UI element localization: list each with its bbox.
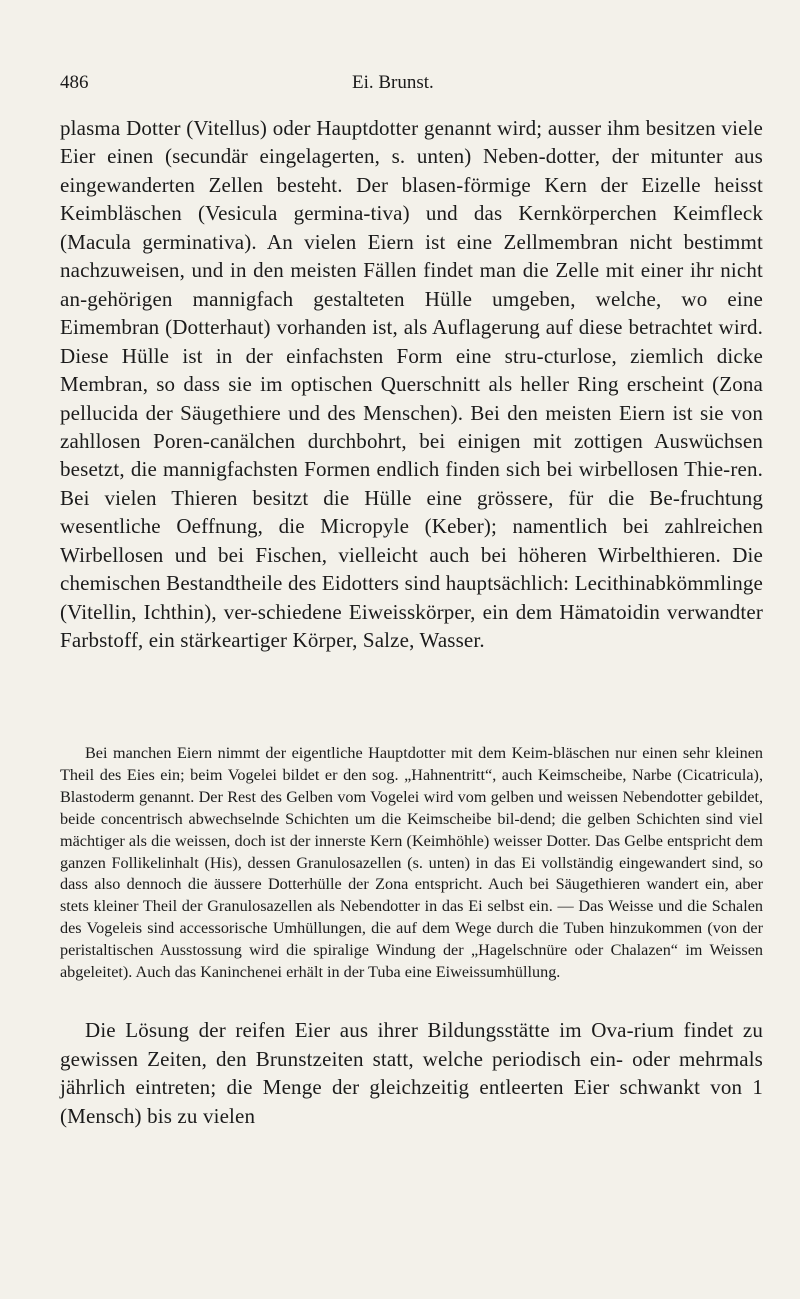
main-paragraph-block bbox=[60, 114, 763, 655]
final-paragraph-block bbox=[60, 1016, 763, 1130]
final-paragraph: Die Lösung der reifen Eier aus ihrer Bildungsstätte im Ova-rium findet zu gewissen Zeiten, den Brunstzeiten statt, welche periodisch ein- oder mehrmals jährlich eintreten; die Menge der gleichzeitig entleerten Eier schwankt von 1 (Mensch) bis zu vielen bbox=[60, 1018, 763, 1128]
main-paragraph: plasma Dotter (Vitellus) oder Hauptdotter genannt wird; ausser ihm besitzen viele Eier einen (secundär eingelagerten, s. unten) Neben-dotter, der mitunter aus eingewanderten Zellen besteht. Der blasen-förmige Kern der Eizelle heisst Keimbläschen (Vesicula germina-tiva) und das Kernkörperchen Keimfleck (Macula germinativa). An vielen Eiern ist eine Zellmembran nicht bestimmt nachzuweisen, und in den meisten Fällen findet man die Zelle mit einer ihr nicht an-gehörigen mannigfach gestalteten Hülle umgeben, welche, wo eine Eimembran (Dotterhaut) vorhanden ist, als Auflagerung auf diese betrachtet wird. Diese Hülle ist in der einfachsten Form eine stru-cturlose, ziemlich dicke Membran, so dass sie im optischen Querschnitt als heller Ring erscheint (Zona pellucida der Säugethiere und des Menschen). Bei den meisten Eiern ist sie von zahllosen Poren-canälchen durchbohrt, bei einigen mit zottigen Auswüchsen besetzt, die mannigfachsten Formen endlich finden sich bei wirbellosen Thie-ren. Bei vielen Thieren besitzt die Hülle eine grössere, für die Be-fruchtung wesentliche Oeffnung, die Micropyle (Keber); namentlich bei zahlreichen Wirbellosen und bei Fischen, vielleicht auch bei höheren Wirbelthieren. Die chemischen Bestandtheile des Eidotters sind hauptsächlich: Lecithinabkömmlinge (Vitellin, Ichthin), ver-schiedene Eiweisskörper, ein dem Hämatoidin verwandter Farbstoff, ein stärkeartiger Körper, Salze, Wasser. bbox=[60, 116, 763, 653]
page-number: 486 bbox=[60, 72, 89, 93]
page-header bbox=[60, 72, 760, 102]
small-print-note: Bei manchen Eiern nimmt der eigentliche Hauptdotter mit dem Keim-bläschen nur einen sehr kleinen Theil des Eies ein; beim Vogelei bildet er den sog. „Hahnentritt“, auch Keimscheibe, Narbe (Cicatricula), Blastoderm genannt. Der Rest des Gelben vom Vogelei wird vom gelben und weissen Nebendotter gebildet, beide concentrisch abwechselnde Schichten um die Keimscheibe bil-dend; die gelben Schichten sind viel mächtiger als die weissen, doch ist der innerste Kern (Keimhöhle) weisser Dotter. Das Gelbe entspricht dem ganzen Follikelinhalt (His), dessen Granulosazellen (s. unten) in das Ei vollständig eingewandert sind, so dass also dennoch die äussere Dotterhülle der Zona entspricht. Auch bei Säugethieren wandert ein, aber stets kleiner Theil der Granulosazellen als Nebendotter in das Ei selbst ein. — Das Weisse und die Schalen des Vogeleis sind accessorische Umhüllungen, die auf dem Wege durch die Tuben hinzukommen (von der peristaltischen Ausstossung wird die spiralige Windung der „Hagelschnüre oder Chalazen“ im Weissen abgeleitet). Auch das Kaninchenei erhält in der Tuba eine Eiweissumhüllung. bbox=[60, 744, 763, 982]
small-print-note-block bbox=[60, 743, 763, 984]
running-title: Ei. Brunst. bbox=[352, 72, 434, 93]
